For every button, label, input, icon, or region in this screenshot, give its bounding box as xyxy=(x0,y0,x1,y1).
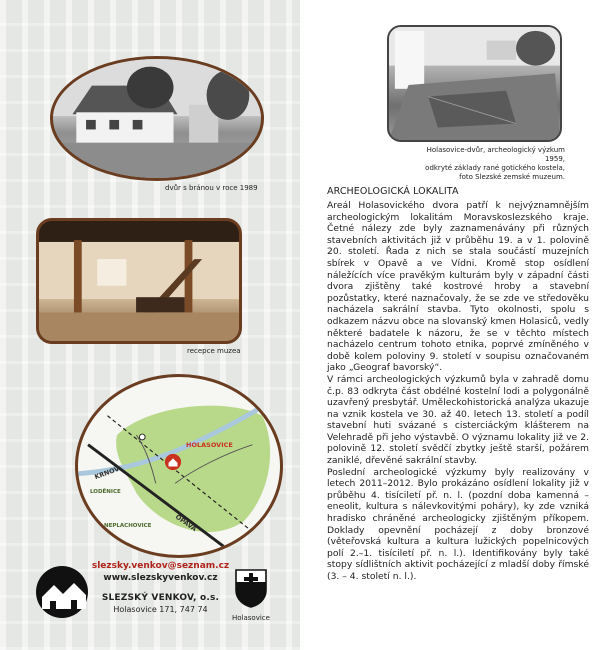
excavation-photo-illustration xyxy=(389,27,560,140)
map-label-krnov: KRNOV xyxy=(93,464,121,482)
courtyard-photo-illustration xyxy=(53,59,261,178)
slezsky-venkov-logo xyxy=(32,565,92,619)
photo-museum-reception xyxy=(36,218,242,344)
caption-line-1: Holasovice-dvůr, archeologický výzkum 1959, xyxy=(426,146,565,163)
reception-photo-illustration xyxy=(39,221,239,341)
photo-caption-excavation xyxy=(405,146,565,182)
article-archaeological-site xyxy=(327,186,589,583)
organization-address: Holasovice 171, 747 74 xyxy=(113,605,208,614)
contact-block xyxy=(88,561,233,614)
map-label-holasovice: HOLASOVICE xyxy=(186,441,233,449)
holasovice-pin-icon xyxy=(164,453,182,471)
article-paragraph: V rámci archeologických výzkumů byla v zahradě domu č.p. 83 odkryta část obdélné kostelní lodi a polygonálně uzavřený presbytář. Uměleckohistorická analýza ukazuje na vznik kostela ve 30. až 40. letech 13. století a podíl stavební huti svázané s cisterciáckým klášterem na Velehradě při jeho výstavbě. O významu lokality již ve 2. polovině 12. století svědčí zbytky ještě starší, požárem zaniklé, dřevěné sakrální stavby. xyxy=(327,373,589,467)
caption-line-3: foto Slezské zemské muzeum. xyxy=(459,173,565,181)
map-label-lodenice: LODĚNICE xyxy=(90,489,121,495)
photo-courtyard-gate xyxy=(50,56,264,181)
article-paragraph: Areál Holasovického dvora patří k nejvýznamnějším archeologickým lokalitám Moravskoslezského kraje. Četné nálezy zde byly zaznamenávány při různých stavebních aktivitách již v průběhu 19. a v 1. polovině 20. století. Řada z nich se stala součástí muzejních sbírek v Opavě a ve Vídni. Kromě stop osídlení náležících více pravěkým kulturám byly v západní části dvora zjištěny také kostrové hroby a stavební pozůstatky, které naznačovaly, že se zde ve středověku nacházela sakrální stavba. Tyto okolnosti, spolu s odkazem názvu obce na slovanský kmen Holasiců, vedly některé badatele k názoru, že se v těchto místech nacházelo centrum tohoto etnika, poprvé zmíněného v době kolem poloviny 9. století v soupisu označovaném jako „Geograf bavorský“. xyxy=(327,200,589,374)
photo-caption-courtyard: dvůr s bránou v roce 1989 xyxy=(165,184,258,192)
holasovice-coat-of-arms xyxy=(234,568,268,608)
organization-name: SLEZSKÝ VENKOV, o.s. xyxy=(101,593,220,603)
article-paragraph: Poslední archeologické výzkumy byly realizovány v letech 2011–2012. Bylo prokázáno osídlení lokality již v průběhu 4. tisíciletí př. n. l. (pozdní doba kamenná – eneolit, kultura s nálevkovitými poháry), ky zde vzniká hradisko chráněné archeologicky zjištěným příkopem. Doklady opevnění pocházejí z doby bronzové (věteřovská kultura a kultura lužických popelnicových polí 2.–1. tisíciletí př. n. l.). Identifikovány byly také stopy sídlištních aktivit pocházející z mladší doby římské (3. – 4. století n. l.). xyxy=(327,466,589,582)
caption-line-2: odkryté základy rané gotického kostela, xyxy=(425,164,565,172)
article-heading: ARCHEOLOGICKÁ LOKALITA xyxy=(327,186,459,197)
map-label-neplachovice: NEPLACHOVICE xyxy=(104,523,152,529)
contact-website[interactable]: www.slezskyvenkov.cz xyxy=(103,573,218,583)
photo-caption-reception: recepce muzea xyxy=(187,347,241,355)
column-gap xyxy=(300,0,310,650)
contact-email[interactable]: slezsky.venkov@seznam.cz xyxy=(91,561,230,571)
coat-of-arms-caption: Holasovice xyxy=(232,614,270,622)
map-label-opava: OPAVA xyxy=(173,512,199,534)
location-map xyxy=(75,374,283,558)
photo-archaeological-excavation xyxy=(387,25,562,142)
